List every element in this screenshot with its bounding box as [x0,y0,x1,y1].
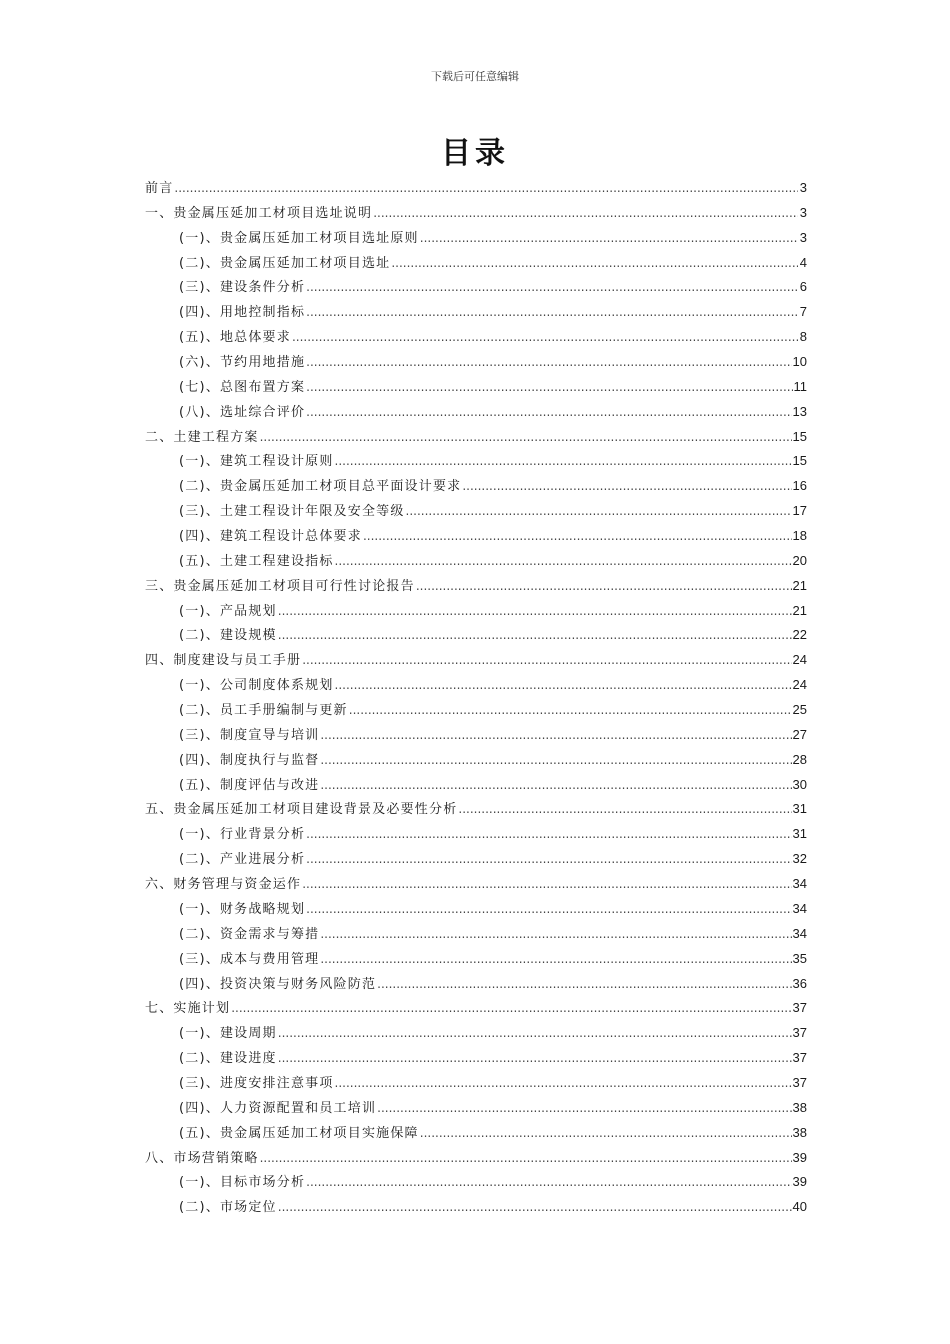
toc-entry-title: 六、财务管理与资金运作 [145,877,302,893]
toc-entry-title: (一)、建筑工程设计原则 [179,454,334,470]
dot-leader [377,972,791,997]
toc-page-number: 7 [799,304,807,320]
toc-section-entry[interactable] [145,996,807,1021]
toc-page-number: 17 [792,503,807,519]
dot-leader [377,1096,791,1121]
dot-leader [335,673,792,698]
toc-subsection-entry[interactable] [145,251,807,276]
toc-subsection-entry[interactable] [145,549,807,574]
toc-page-number: 38 [792,1099,807,1115]
toc-page-number: 15 [792,453,807,469]
dot-leader [278,1195,792,1220]
toc-entry-title: (二)、产业进展分析 [179,852,306,868]
toc-page-number: 38 [792,1124,807,1140]
dot-leader [278,623,792,648]
toc-subsection-entry[interactable] [145,599,807,624]
header-note: 下载后可任意编辑 [431,70,519,83]
toc-entry-title: (五)、土建工程建设指标 [179,553,334,569]
toc-page-number: 16 [792,478,807,494]
toc-subsection-entry[interactable] [145,1195,807,1220]
toc-page-number: 30 [792,776,807,792]
toc-entry-title: (一)、行业背景分析 [179,827,306,843]
toc-page-number: 39 [792,1149,807,1165]
toc-entry-title: (六)、节约用地措施 [179,355,306,371]
toc-subsection-entry[interactable] [145,226,807,251]
toc-page-number: 25 [792,702,807,718]
toc-entry-title: 四、制度建设与员工手册 [145,653,302,669]
toc-entry-title: (七)、总图布置方案 [179,379,306,395]
toc-page-number: 34 [792,900,807,916]
toc-page-number: 40 [792,1199,807,1215]
toc-page-number: 6 [799,279,807,295]
toc-page-number: 28 [792,751,807,767]
toc-page-number: 31 [792,801,807,817]
toc-title: 目录 [441,136,509,171]
dot-leader [278,599,792,624]
toc-subsection-entry[interactable] [145,922,807,947]
dot-leader [306,300,798,325]
toc-entry-title: (二)、建设规模 [179,628,277,644]
dot-leader [260,1146,792,1171]
toc-entry-title: (二)、建设进度 [179,1051,277,1067]
toc-entry-title: (八)、选址综合评价 [179,404,306,420]
dot-leader [306,897,791,922]
dot-leader [363,524,792,549]
toc-subsection-entry[interactable] [145,897,807,922]
toc-entry-title: (四)、用地控制指标 [179,305,306,321]
toc-subsection-entry[interactable] [145,773,807,798]
toc-page-number: 35 [792,950,807,966]
toc-page-number: 34 [792,876,807,892]
dot-leader [462,474,791,499]
toc-section-entry[interactable] [145,201,807,226]
toc-entry-title: (一)、贵金属压延加工材项目选址原则 [179,230,419,246]
toc-subsection-entry[interactable] [145,723,807,748]
toc-page-number: 21 [792,577,807,593]
toc-subsection-entry[interactable] [145,1170,807,1195]
toc-section-entry[interactable] [145,425,807,450]
toc-subsection-entry[interactable] [145,822,807,847]
toc-entry-title: (五)、地总体要求 [179,330,291,346]
dot-leader [335,549,792,574]
toc-section-entry[interactable] [145,872,807,897]
toc-page-number: 37 [792,1050,807,1066]
dot-leader [260,425,792,450]
toc-subsection-entry[interactable] [145,350,807,375]
toc-page-number: 22 [792,627,807,643]
toc-page-number: 3 [799,204,807,220]
dot-leader [302,648,791,673]
toc-entry-title: (二)、贵金属压延加工材项目选址 [179,255,391,271]
toc-page-number: 24 [792,677,807,693]
dot-leader [320,773,791,798]
toc-section-entry[interactable] [145,648,807,673]
toc-entry-title: (一)、目标市场分析 [179,1175,306,1191]
toc-page-number: 20 [792,552,807,568]
dot-leader [306,400,791,425]
toc-section-entry[interactable] [145,1146,807,1171]
toc-page-number: 32 [792,851,807,867]
toc-entry-title: (一)、产品规划 [179,603,277,619]
dot-leader [306,822,791,847]
dot-leader [335,1071,792,1096]
dot-leader [416,574,792,599]
toc-entry-title: (三)、建设条件分析 [179,280,306,296]
toc-subsection-entry[interactable] [145,325,807,350]
toc-subsection-entry[interactable] [145,698,807,723]
toc-page-number: 3 [799,229,807,245]
dot-leader [373,201,798,226]
dot-leader [406,499,792,524]
toc-page-number: 15 [792,428,807,444]
toc-entry-title: 三、贵金属压延加工材项目可行性讨论报告 [145,578,415,594]
toc-list [145,176,807,1220]
dot-leader [320,748,791,773]
toc-entry-title: 前言 [145,181,174,196]
toc-page-number: 4 [799,254,807,270]
toc-entry-title: 一、贵金属压延加工材项目选址说明 [145,205,373,221]
toc-entry-title: (四)、人力资源配置和员工培训 [179,1100,377,1116]
toc-subsection-entry[interactable] [145,847,807,872]
dot-leader [306,847,791,872]
toc-entry-title: 七、实施计划 [145,1001,231,1017]
toc-subsection-entry[interactable] [145,947,807,972]
toc-page-number: 27 [792,726,807,742]
dot-leader [174,176,798,201]
dot-leader [306,375,792,400]
toc-page-number: 13 [792,403,807,419]
dot-leader [292,325,798,350]
toc-entry-title: 五、贵金属压延加工材项目建设背景及必要性分析 [145,802,458,818]
toc-entry-title: 八、市场营销策略 [145,1150,259,1166]
toc-entry-title: (四)、制度执行与监督 [179,752,320,768]
toc-page-number: 37 [792,1074,807,1090]
dot-leader [320,723,791,748]
dot-leader [349,698,792,723]
toc-page-number: 36 [792,975,807,991]
toc-subsection-entry[interactable] [145,1121,807,1146]
toc-page-number: 24 [792,652,807,668]
toc-subsection-entry[interactable] [145,623,807,648]
toc-page-number: 37 [792,1000,807,1016]
toc-page-number: 3 [799,180,807,195]
toc-subsection-entry[interactable] [145,673,807,698]
dot-leader [278,1021,792,1046]
toc-subsection-entry[interactable] [145,300,807,325]
toc-entry-title: (四)、投资决策与财务风险防范 [179,976,377,992]
dot-leader [306,350,791,375]
toc-entry-title: (五)、贵金属压延加工材项目实施保障 [179,1125,419,1141]
toc-entry-title: (二)、贵金属压延加工材项目总平面设计要求 [179,479,462,495]
toc-section-entry[interactable] [145,797,807,822]
toc-subsection-entry[interactable] [145,972,807,997]
dot-leader [306,275,798,300]
dot-leader [302,872,791,897]
toc-subsection-entry[interactable] [145,1071,807,1096]
toc-page-number: 10 [792,354,807,370]
toc-page-number: 21 [792,602,807,618]
toc-subsection-entry[interactable] [145,499,807,524]
toc-entry-title: (三)、进度安排注意事项 [179,1075,334,1091]
toc-entry-title: (三)、制度宣导与培训 [179,727,320,743]
dot-leader [306,1170,791,1195]
toc-subsection-entry[interactable] [145,474,807,499]
toc-subsection-entry[interactable] [145,1021,807,1046]
toc-subsection-entry[interactable] [145,275,807,300]
toc-page-number: 31 [792,826,807,842]
toc-entry-title: (二)、员工手册编制与更新 [179,703,348,719]
toc-entry-title: (三)、土建工程设计年限及安全等级 [179,504,405,520]
toc-entry-title: 二、土建工程方案 [145,429,259,445]
dot-leader [458,797,791,822]
toc-subsection-entry[interactable] [145,1046,807,1071]
dot-leader [420,1121,792,1146]
dot-leader [278,1046,792,1071]
toc-subsection-entry[interactable] [145,1096,807,1121]
toc-page-number: 39 [792,1174,807,1190]
dot-leader [320,947,791,972]
toc-entry-title: (一)、财务战略规划 [179,901,306,917]
toc-entry-title: (一)、公司制度体系规划 [179,678,334,694]
toc-entry-title: (四)、建筑工程设计总体要求 [179,529,362,545]
toc-subsection-entry[interactable] [145,524,807,549]
toc-subsection-entry[interactable] [145,375,807,400]
dot-leader [335,449,792,474]
dot-leader [320,922,791,947]
toc-entry-title: (五)、制度评估与改进 [179,777,320,793]
toc-page-number: 8 [799,329,807,345]
dot-leader [231,996,791,1021]
toc-section-entry[interactable] [145,574,807,599]
toc-page-number: 34 [792,925,807,941]
toc-page-number: 18 [792,528,807,544]
dot-leader [391,251,798,276]
toc-subsection-entry[interactable] [145,449,807,474]
dot-leader [420,226,798,251]
toc-entry-title: (三)、成本与费用管理 [179,951,320,967]
toc-subsection-entry[interactable] [145,748,807,773]
toc-subsection-entry[interactable] [145,400,807,425]
toc-entry-title: (二)、资金需求与筹措 [179,926,320,942]
toc-entry-title: (一)、建设周期 [179,1026,277,1042]
toc-page-number: 11 [793,378,807,394]
toc-entry-title: (二)、市场定位 [179,1200,277,1216]
toc-page-number: 37 [792,1025,807,1041]
toc-section-entry[interactable] [145,176,807,201]
